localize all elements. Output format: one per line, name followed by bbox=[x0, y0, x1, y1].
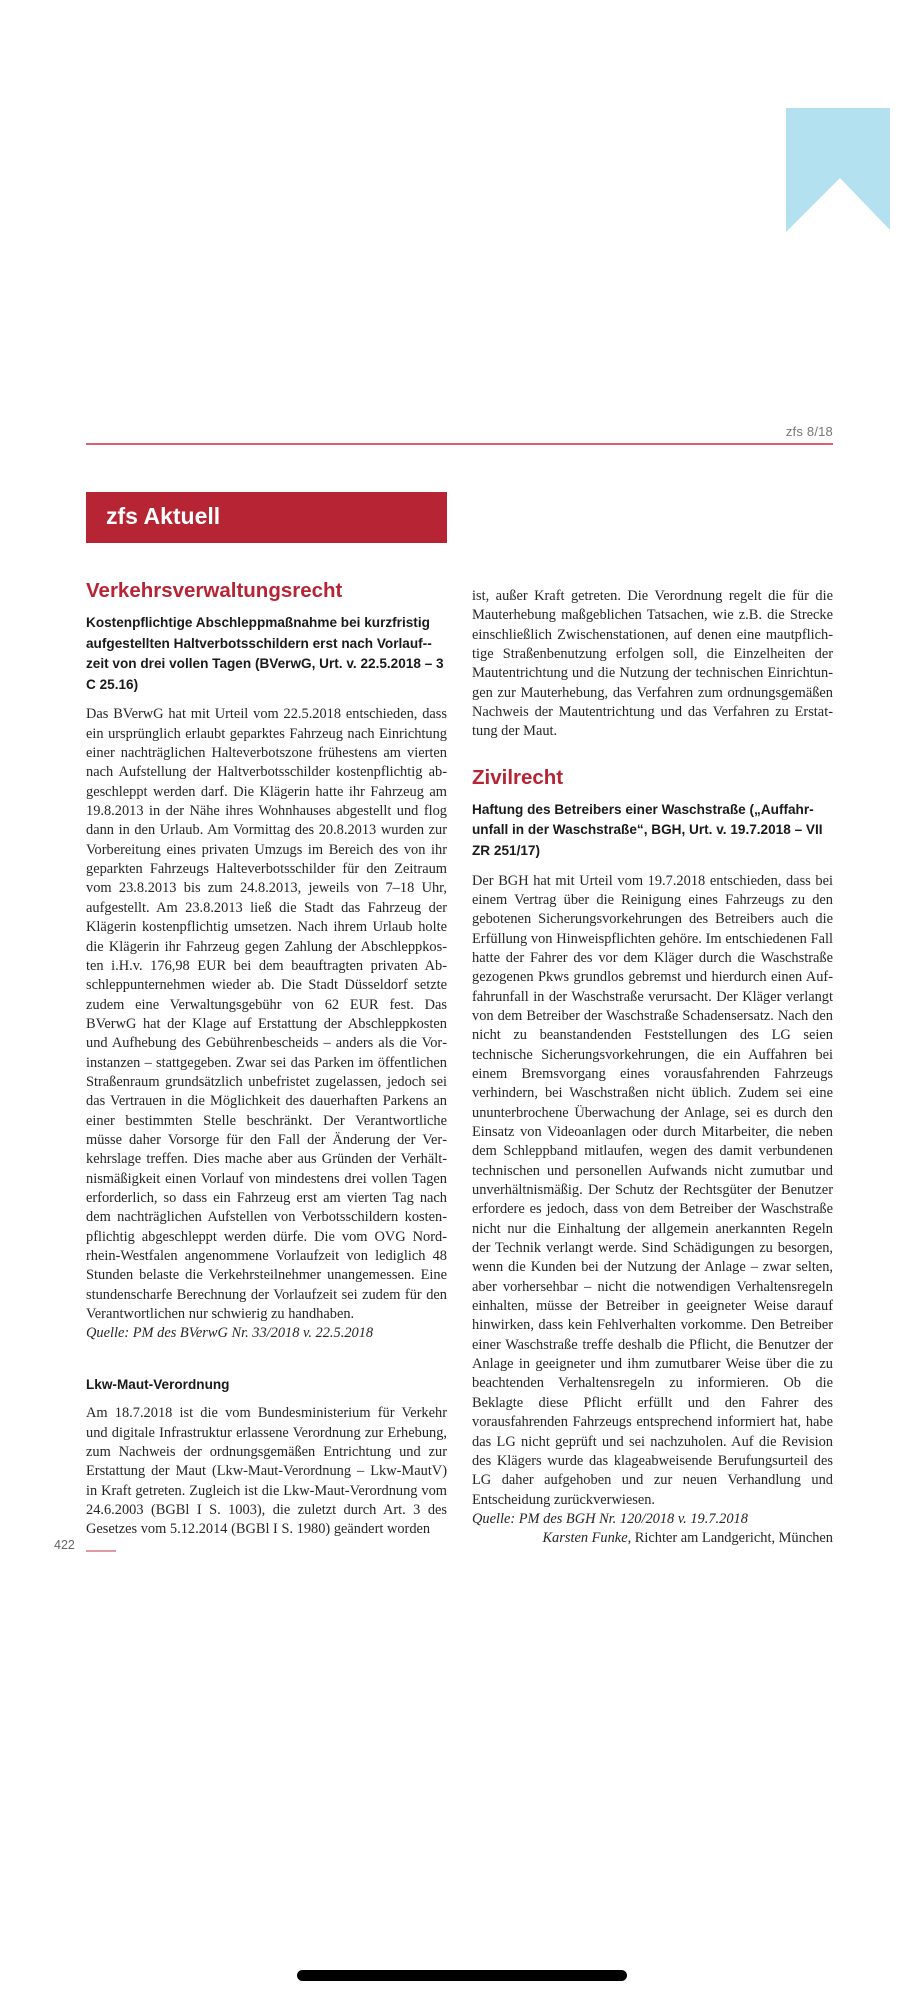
article-headline: Lkw-Maut-Verordnung bbox=[86, 1376, 230, 1392]
footer-divider bbox=[86, 1550, 116, 1552]
article-body: Am 18.7.2018 ist die vom Bundesministerium für Verkehr und digitale Infrastruktur erlassene Verordnung zur Erhebung, zum Nachweis der ordnungsgemäßen Entrichtung und zur Erstattung der Maut (Lkw-Maut-Verordnung – Lkw-MautV) in Kraft getreten. Zugleich ist die Lkw-Maut-Verordnung vom 24.6.2003 (BGBl I S. 1003), die zuletzt durch Art. 3 des Gesetzes vom 5.12.2014 (BGBl I S. 1980) geändert worden bbox=[86, 1405, 447, 1538]
left-column bbox=[86, 578, 447, 1540]
section-title-verkehrsverwaltungsrecht: Verkehrsverwaltungsrecht bbox=[86, 579, 343, 602]
section-banner bbox=[86, 492, 447, 543]
home-indicator[interactable] bbox=[297, 1970, 627, 1981]
article-body: Der BGH hat mit Urteil vom 19.7.2018 entschieden, dass bei einem Vertrag über die Reinigung eines Fahrzeugs zu den gebotenen Sicherungsvorkehrungen des Betreibers auch die Erfüllung von Hinweispflichten gehöre. Im entschiedenen Fall hatte der Fahrer des vor dem Kläger durch die Waschstraße gezogenen Pkws grundlos gebremst und hierdurch einen Auffahrunfall in der Waschstraße verursacht. Der Kläger verlangt von dem Betreiber der Waschstraße Schadensersatz. Nach den nicht zu beanstandenden Feststellungen des LG seien technische Sicherungsvorkehrungen, die ein Auffahren bei einem Bremsvorgang eines vorausfahrenden Fahrzeugs verhindern, bei Waschstraßen nicht üblich. Zudem sei eine ununterbrochene Überwachung der Anlage, sei es durch den Einsatz von Videoanlagen oder durch Mitarbeiter, die neben dem Schleppband mitlaufen, wegen des damit verbundenen technischen und personellen Aufwands nicht zumutbar und unverhältnismäßig. Der Schutz der Rechtsgüter der Benutzer erfordere es jedoch, dass von dem Betreiber der Waschstraße nicht nur die Einhaltung der allgemein anerkannten Regeln der Technik verlangt werde. Sind Schädigungen zu besorgen, wenn die Kunden bei der Nutzung der Anlage – zwar selten, aber vorhersehbar – nicht die notwendigen Verhaltensregeln einhalten, müsse der Betreiber in geeigneter Weise darauf hinwirken, dass kein Fehlverhalten vorkomme. Den Betreiber einer Waschstraße treffe deshalb die Pflicht, die Benutzer der Anlage in geeigneter und ihm zumutbarer Weise über die zu beachtenden Verhaltensregeln zu informieren. Ob die Beklagte diese Pflicht erfüllt und den Fahrer des vorausfahrenden Fahrzeugs entsprechend informiert hat, habe das LG nicht geprüft und sei nachzuholen. Auf die Revision des Klägers wurde das klageabweisende Berufungsurteil des LG daher aufgehoben und zur neuen Verhandlung und Entscheidung zurückverwiesen. bbox=[472, 872, 833, 1508]
page-number: 422 bbox=[54, 1538, 75, 1552]
section-title-zivilrecht: Zivilrecht bbox=[472, 765, 564, 789]
author-line bbox=[472, 1529, 833, 1548]
article-body-continued: ist, außer Kraft getreten. Die Verordnung regelt die für die Mauterhebung maßgeblichen Tatsachen, wie z.B. die Strecke einschließlich Zwischenstationen, auf denen eine mautpflichtige Straßenbenutzung erfolgen soll, die Einzelheiten der Mautentrichtung und die Nutzung der technischen Einrichtungen zur Mauterhebung, das Verfahren zum ordnungsgemäßen Nachweis der Mautentrichtung und das Verfahren zu Erstattung der Maut. bbox=[472, 588, 833, 740]
author-name: Karsten Funke bbox=[542, 1530, 628, 1547]
article-headline: Haftung des Betreibers einer Waschstraße („Auffahrunfall in der Waschstraße“, BGH, Urt. v. 19.7.2018 – VII ZR 251/17) bbox=[472, 801, 823, 858]
right-column bbox=[472, 587, 833, 1549]
bookmark-icon[interactable] bbox=[786, 108, 890, 232]
article-body: Das BVerwG hat mit Urteil vom 22.5.2018 entschieden, dass ein ursprünglich erlaubt geparktes Fahrzeug nach Einrichtung einer nachträglichen Halteverbotszone frühestens am vierten nach Aufstellung der Haltverbotsschilder kostenpflichtig abgeschleppt werden darf. Die Klägerin hatte ihr Fahrzeug am 19.8.2013 in der Nähe ihres Wohnhauses abgestellt und flog dann in den Urlaub. Am Vormittag des 20.8.2013 wurden zur Vorbereitung eines privaten Umzugs im Bereich des von ihr geparkten Fahrzeugs Halteverbotsschilder für den Zeitraum vom 23.8.2013 bis zum 24.8.2013, jeweils von 7–18 Uhr, aufgestellt. Am 23.8.2013 ließ die Stadt das Fahrzeug der Klägerin kostenpflichtig umsetzen. Nach ihrem Urlaub holte die Klägerin ihr Fahrzeug gegen Zahlung der Abschleppkosten i.H.v. 176,98 EUR bei dem beauftragten privaten Abschleppunternehmen wieder ab. Die Stadt Düsseldorf setzte zudem eine Verwaltungsgebühr von 62 EUR fest. Das BVerwG hat der Klage auf Erstattung der Abschleppkosten und Aufhebung des Gebührenbescheids – anders als die Vorinstanzen – stattgegeben. Zwar sei das Parken im öffentlichen Straßenraum grundsätzlich unbefristet zugelassen, jedoch sei das Vertrauen in die Möglichkeit des dauerhaften Parkens an einer bestimmten Stelle beschränkt. Der Verantwortliche müsse daher Vorsorge für den Fall der Änderung der Verkehrslage treffen. Dies mache aber aus Gründen der Verhältnismäßigkeit einen Vorlauf von mindestens drei vollen Tagen erforderlich, so dass ein Fahrzeug erst am vierten Tag nach dem nachträglichen Aufstellen von Verbotsschildern kostenpflichtig abgeschleppt werden dürfe. Die vom OVG Nordrhein-Westfalen angenommene Vorlaufzeit von lediglich 48 Stunden belaste die Verkehrsteilnehmer unangemessen. Eine stundenscharfe Berechnung der Vorlaufzeit sei zudem für den Verantwortlichen nur schwierig zu handhaben. bbox=[86, 706, 447, 1323]
article-source: Quelle: PM des BVerwG Nr. 33/2018 v. 22.5.2018 bbox=[86, 1325, 374, 1342]
banner-title: zfs Aktuell bbox=[106, 503, 221, 529]
article-headline: Kostenpflichtige Abschleppmaßnahme bei kurzfristig aufgestellten Haltverbotsschildern erst nach Vorlauf-zeit von drei vollen Tagen (BVerwG, Urt. v. 22.5.2018 – 3 C 25.16) bbox=[86, 615, 444, 692]
article-source: Quelle: PM des BGH Nr. 120/2018 v. 19.7.2018 bbox=[472, 1510, 748, 1527]
issue-label: zfs 8/18 bbox=[785, 424, 833, 439]
author-role: , Richter am Landgericht, München bbox=[627, 1530, 833, 1547]
header-divider bbox=[86, 443, 833, 445]
